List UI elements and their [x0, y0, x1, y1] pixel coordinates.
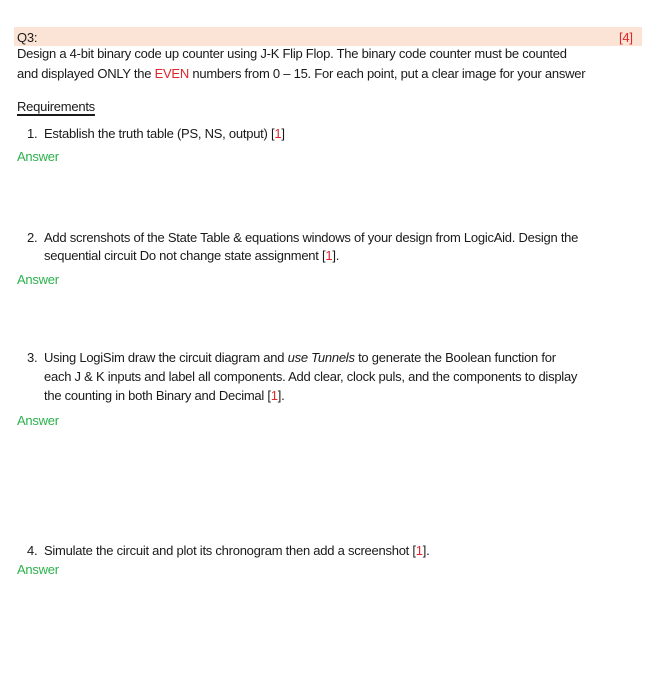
item-text: sequential circuit Do not change state assignment	[44, 248, 323, 263]
item-mark: 1	[325, 248, 333, 263]
item-2-line-1: Add screnshots of the State Table & equations windows of your design from LogicAid. Design the	[44, 230, 579, 245]
question-marks: [4]	[619, 30, 633, 45]
item-4-text: Simulate the circuit and plot its chronogram then add a screenshot [1].	[44, 543, 430, 558]
item-1-text: Establish the truth table (PS, NS, output) [1]	[44, 126, 285, 141]
item-mark: 1	[274, 126, 282, 141]
intro-text: and displayed ONLY the	[17, 66, 155, 81]
requirements-heading: Requirements	[17, 99, 95, 114]
question-number: Q3:	[17, 30, 38, 45]
item-text: Establish the truth table (PS, NS, output)	[44, 126, 271, 141]
intro-line-1: Design a 4-bit binary code up counter using J-K Flip Flop. The binary code counter must be counted	[17, 46, 567, 61]
item-1-number: 1.	[27, 126, 38, 141]
answer-label-2: Answer	[17, 272, 59, 287]
item-text: Simulate the circuit and plot its chronogram then add a screenshot	[44, 543, 413, 558]
item-text: the counting in both Binary and Decimal	[44, 388, 268, 403]
item-2-number: 2.	[27, 230, 38, 245]
answer-label-1: Answer	[17, 149, 59, 164]
item-mark: 1	[270, 388, 278, 403]
even-highlight: EVEN	[154, 66, 189, 81]
item-3-line-1	[44, 348, 556, 367]
item-4-number: 4.	[27, 543, 38, 558]
item-text: Using LogiSim draw the circuit diagram and	[44, 350, 288, 365]
item-3-line-3: the counting in both Binary and Decimal [1].	[44, 388, 285, 403]
intro-line-2	[17, 64, 585, 83]
item-text: to generate the Boolean function for	[354, 350, 556, 365]
intro-text: numbers from 0 – 15. For each point, put a clear image for your answer	[189, 66, 586, 81]
answer-label-3: Answer	[17, 413, 59, 428]
answer-label-4: Answer	[17, 562, 59, 577]
item-3-number: 3.	[27, 350, 38, 365]
item-3-line-2: each J & K inputs and label all components. Add clear, clock puls, and the components to display	[44, 369, 578, 384]
tunnels-emphasis: use Tunnels	[287, 350, 355, 365]
item-2-line-2: sequential circuit Do not change state assignment [1].	[44, 248, 340, 263]
item-mark: 1	[415, 543, 423, 558]
